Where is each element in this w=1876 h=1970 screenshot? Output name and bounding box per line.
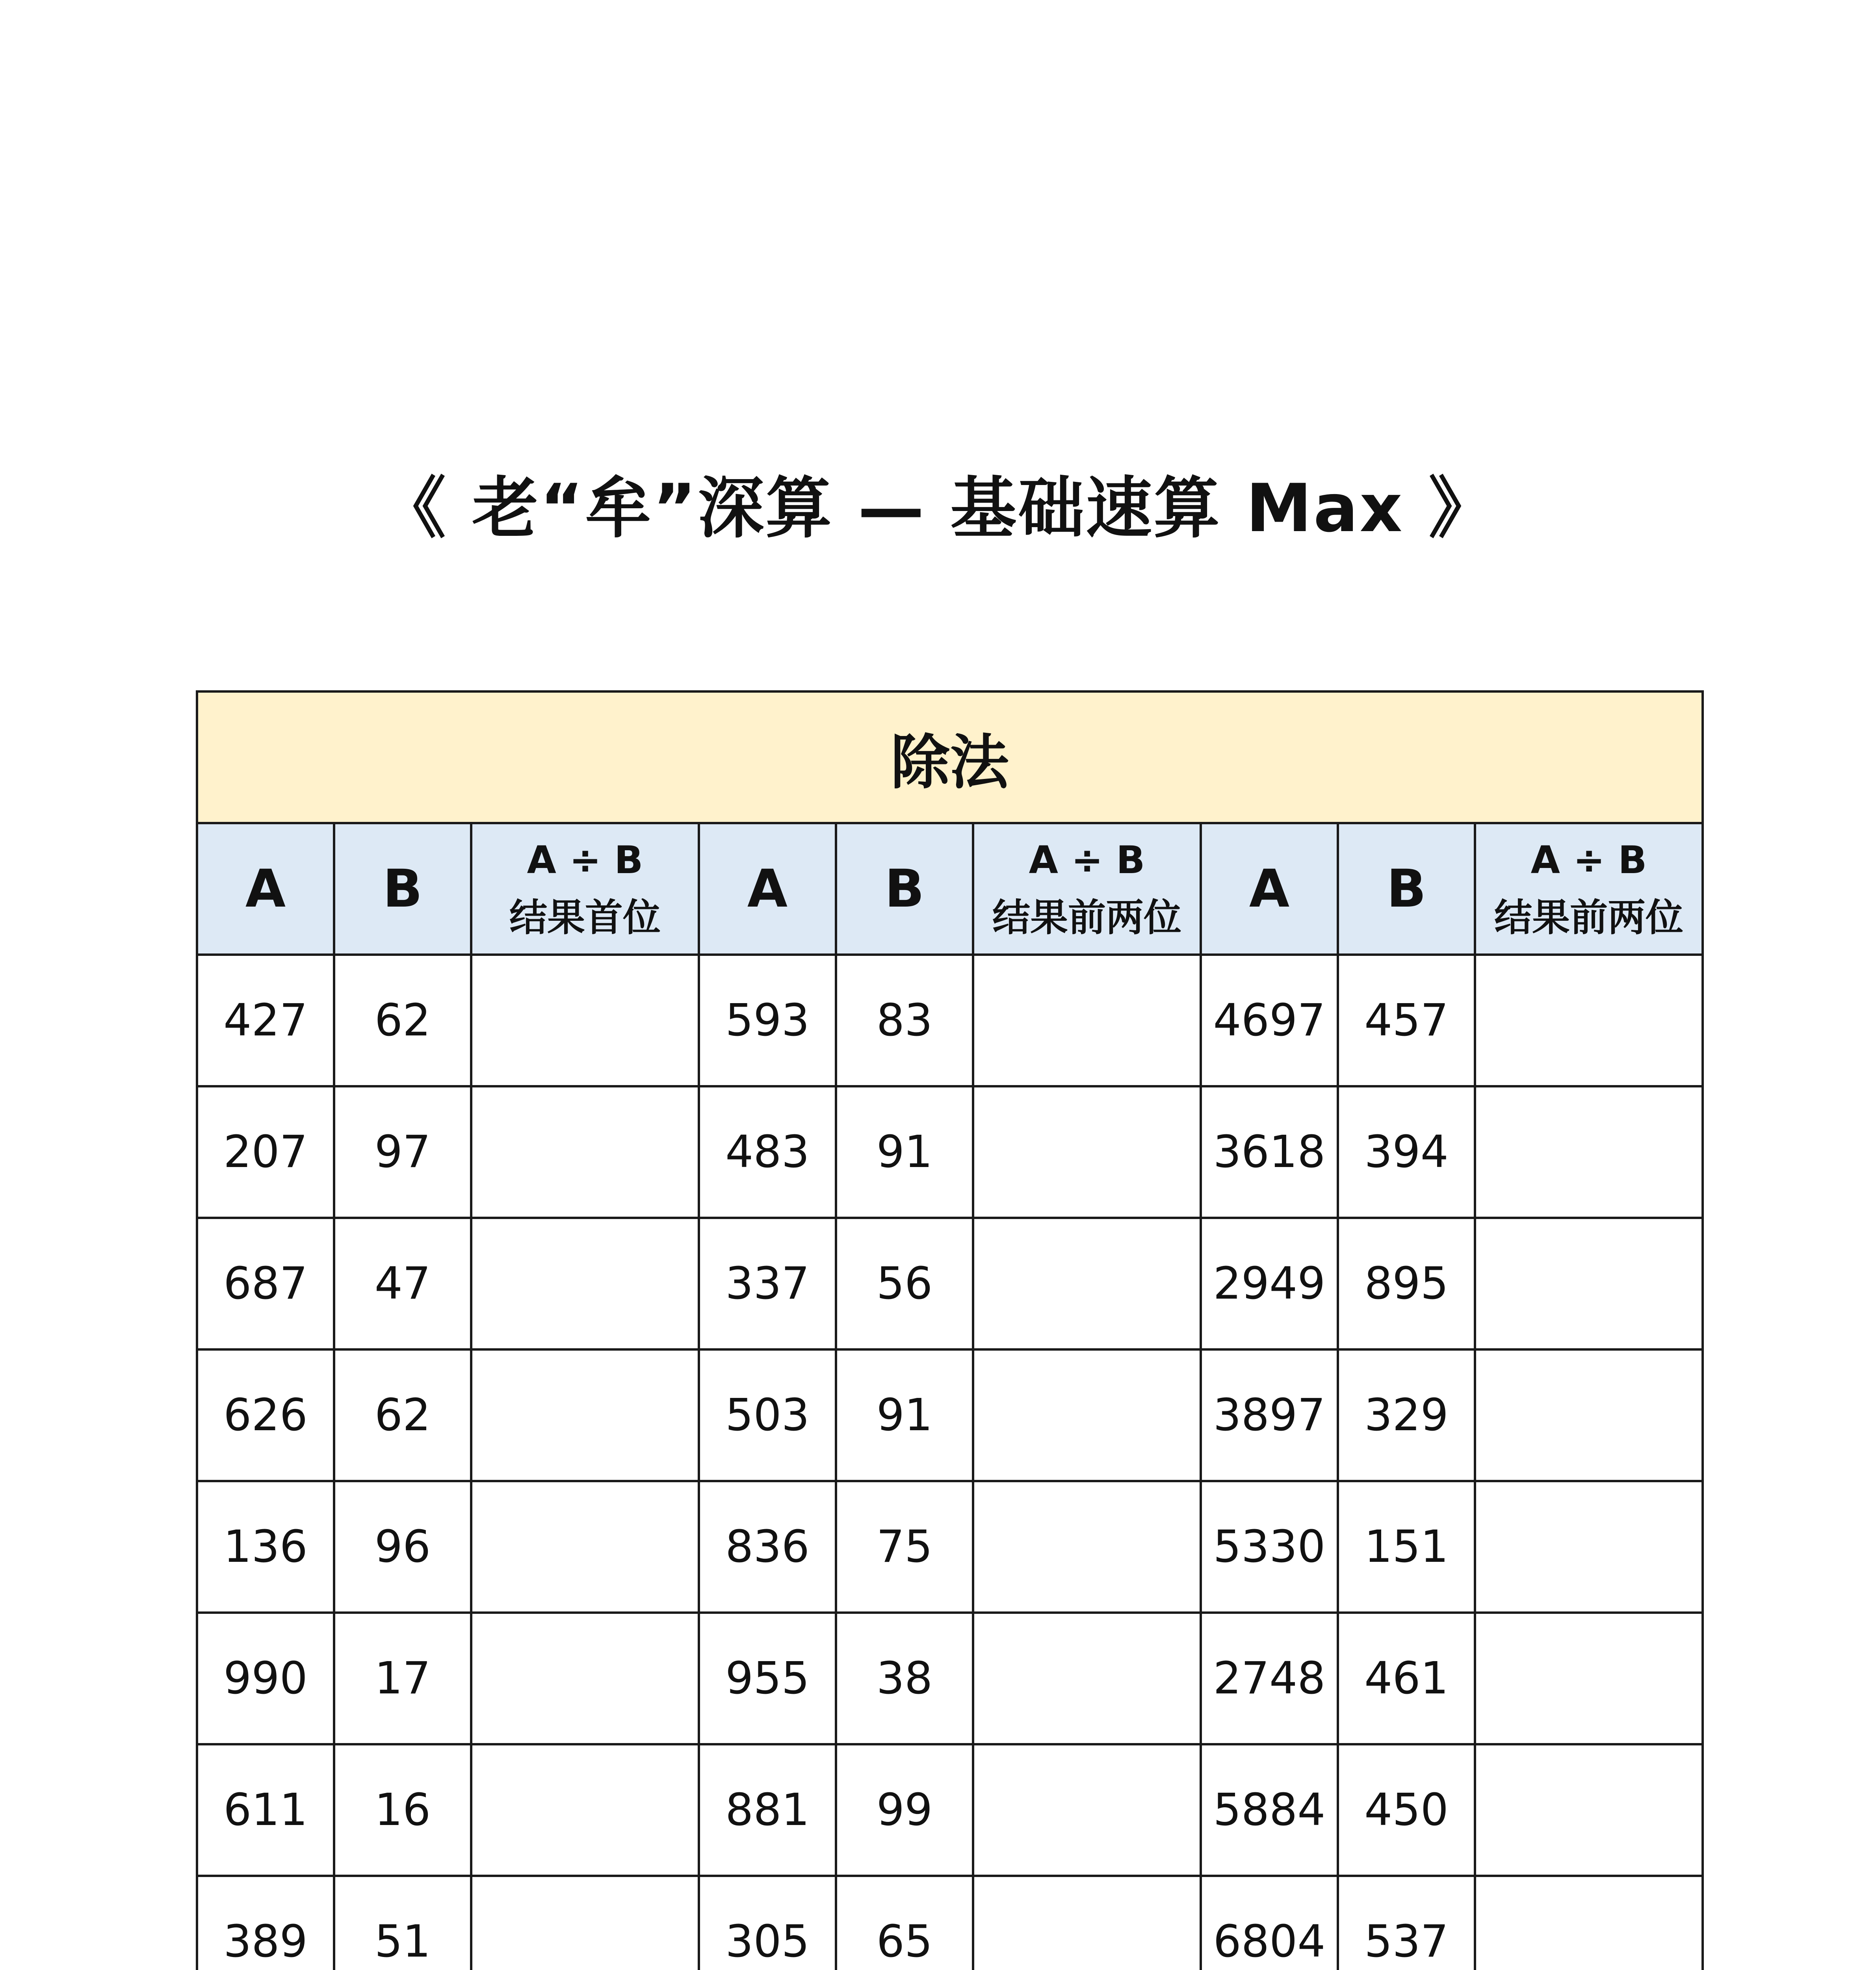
- dividend-cell: 593: [699, 955, 836, 1086]
- answer-cell[interactable]: [471, 1744, 699, 1876]
- column-header-a: A: [1201, 823, 1338, 955]
- table-row: [197, 1613, 1703, 1744]
- dividend-cell: 427: [197, 955, 334, 1086]
- column-header-b: B: [1338, 823, 1475, 955]
- division-practice-table: [196, 690, 1704, 1970]
- divisor-cell: 51: [334, 1876, 471, 1970]
- divisor-cell: 75: [836, 1481, 973, 1613]
- column-header-b: B: [334, 823, 471, 955]
- answer-cell[interactable]: [471, 955, 699, 1086]
- divisor-cell: 394: [1338, 1086, 1475, 1218]
- divisor-cell: 38: [836, 1613, 973, 1744]
- answer-cell[interactable]: [1475, 1744, 1703, 1876]
- answer-cell[interactable]: [973, 1613, 1201, 1744]
- answer-cell[interactable]: [471, 1349, 699, 1481]
- answer-cell[interactable]: [471, 1218, 699, 1349]
- table-row: [197, 955, 1703, 1086]
- answer-cell[interactable]: [973, 955, 1201, 1086]
- dividend-cell: 881: [699, 1744, 836, 1876]
- column-header-result-label: 结果前两位: [992, 896, 1181, 940]
- column-header-result-first-digit: [471, 823, 699, 955]
- divisor-cell: 151: [1338, 1481, 1475, 1613]
- page-title: 《 老“牟”深算 — 基础速算 Max 》: [379, 470, 1497, 547]
- column-header-result-label: 结果首位: [509, 896, 661, 940]
- answer-cell[interactable]: [1475, 1876, 1703, 1970]
- divisor-cell: 450: [1338, 1744, 1475, 1876]
- divisor-cell: 91: [836, 1086, 973, 1218]
- column-header-row: [197, 823, 1703, 955]
- divisor-cell: 91: [836, 1349, 973, 1481]
- divisor-cell: 895: [1338, 1218, 1475, 1349]
- answer-cell[interactable]: [973, 1349, 1201, 1481]
- answer-cell[interactable]: [973, 1876, 1201, 1970]
- dividend-cell: 687: [197, 1218, 334, 1349]
- column-header-result-first-two: [1475, 823, 1703, 955]
- answer-cell[interactable]: [973, 1744, 1201, 1876]
- divisor-cell: 97: [334, 1086, 471, 1218]
- dividend-cell: 3618: [1201, 1086, 1338, 1218]
- answer-cell[interactable]: [973, 1481, 1201, 1613]
- table-row: [197, 1481, 1703, 1613]
- divisor-cell: 329: [1338, 1349, 1475, 1481]
- answer-cell[interactable]: [973, 1218, 1201, 1349]
- dividend-cell: 503: [699, 1349, 836, 1481]
- table-row: [197, 1876, 1703, 1970]
- dividend-cell: 305: [699, 1876, 836, 1970]
- dividend-cell: 337: [699, 1218, 836, 1349]
- dividend-cell: 207: [197, 1086, 334, 1218]
- answer-cell[interactable]: [1475, 1613, 1703, 1744]
- answer-cell[interactable]: [1475, 955, 1703, 1086]
- divisor-cell: 16: [334, 1744, 471, 1876]
- dividend-cell: 626: [197, 1349, 334, 1481]
- answer-cell[interactable]: [1475, 1218, 1703, 1349]
- column-header-a: A: [197, 823, 334, 955]
- column-header-op: A ÷ B: [1029, 838, 1145, 882]
- dividend-cell: 389: [197, 1876, 334, 1970]
- column-header-op: A ÷ B: [527, 838, 643, 882]
- column-header-op: A ÷ B: [1531, 838, 1647, 882]
- problem-rows: [197, 955, 1703, 1970]
- dividend-cell: 611: [197, 1744, 334, 1876]
- dividend-cell: 5884: [1201, 1744, 1338, 1876]
- dividend-cell: 4697: [1201, 955, 1338, 1086]
- answer-cell[interactable]: [471, 1481, 699, 1613]
- divisor-cell: 62: [334, 1349, 471, 1481]
- dividend-cell: 136: [197, 1481, 334, 1613]
- answer-cell[interactable]: [973, 1086, 1201, 1218]
- answer-cell[interactable]: [1475, 1349, 1703, 1481]
- divisor-cell: 47: [334, 1218, 471, 1349]
- answer-cell[interactable]: [1475, 1086, 1703, 1218]
- dividend-cell: 3897: [1201, 1349, 1338, 1481]
- divisor-cell: 17: [334, 1613, 471, 1744]
- table-row: [197, 1744, 1703, 1876]
- answer-cell[interactable]: [471, 1876, 699, 1970]
- table-row: [197, 1086, 1703, 1218]
- answer-cell[interactable]: [471, 1086, 699, 1218]
- dividend-cell: 955: [699, 1613, 836, 1744]
- dividend-cell: 2748: [1201, 1613, 1338, 1744]
- dividend-cell: 990: [197, 1613, 334, 1744]
- table-row: [197, 1349, 1703, 1481]
- answer-cell[interactable]: [471, 1613, 699, 1744]
- column-header-result-label: 结果前两位: [1494, 896, 1683, 940]
- divisor-cell: 62: [334, 955, 471, 1086]
- answer-cell[interactable]: [1475, 1481, 1703, 1613]
- section-title: 除法: [197, 691, 1703, 823]
- divisor-cell: 83: [836, 955, 973, 1086]
- dividend-cell: 5330: [1201, 1481, 1338, 1613]
- dividend-cell: 836: [699, 1481, 836, 1613]
- column-header-a: A: [699, 823, 836, 955]
- column-header-b: B: [836, 823, 973, 955]
- divisor-cell: 56: [836, 1218, 973, 1349]
- table-row: [197, 1218, 1703, 1349]
- divisor-cell: 99: [836, 1744, 973, 1876]
- divisor-cell: 96: [334, 1481, 471, 1613]
- divisor-cell: 65: [836, 1876, 973, 1970]
- divisor-cell: 457: [1338, 955, 1475, 1086]
- dividend-cell: 2949: [1201, 1218, 1338, 1349]
- dividend-cell: 483: [699, 1086, 836, 1218]
- column-header-result-first-two: [973, 823, 1201, 955]
- divisor-cell: 537: [1338, 1876, 1475, 1970]
- dividend-cell: 6804: [1201, 1876, 1338, 1970]
- divisor-cell: 461: [1338, 1613, 1475, 1744]
